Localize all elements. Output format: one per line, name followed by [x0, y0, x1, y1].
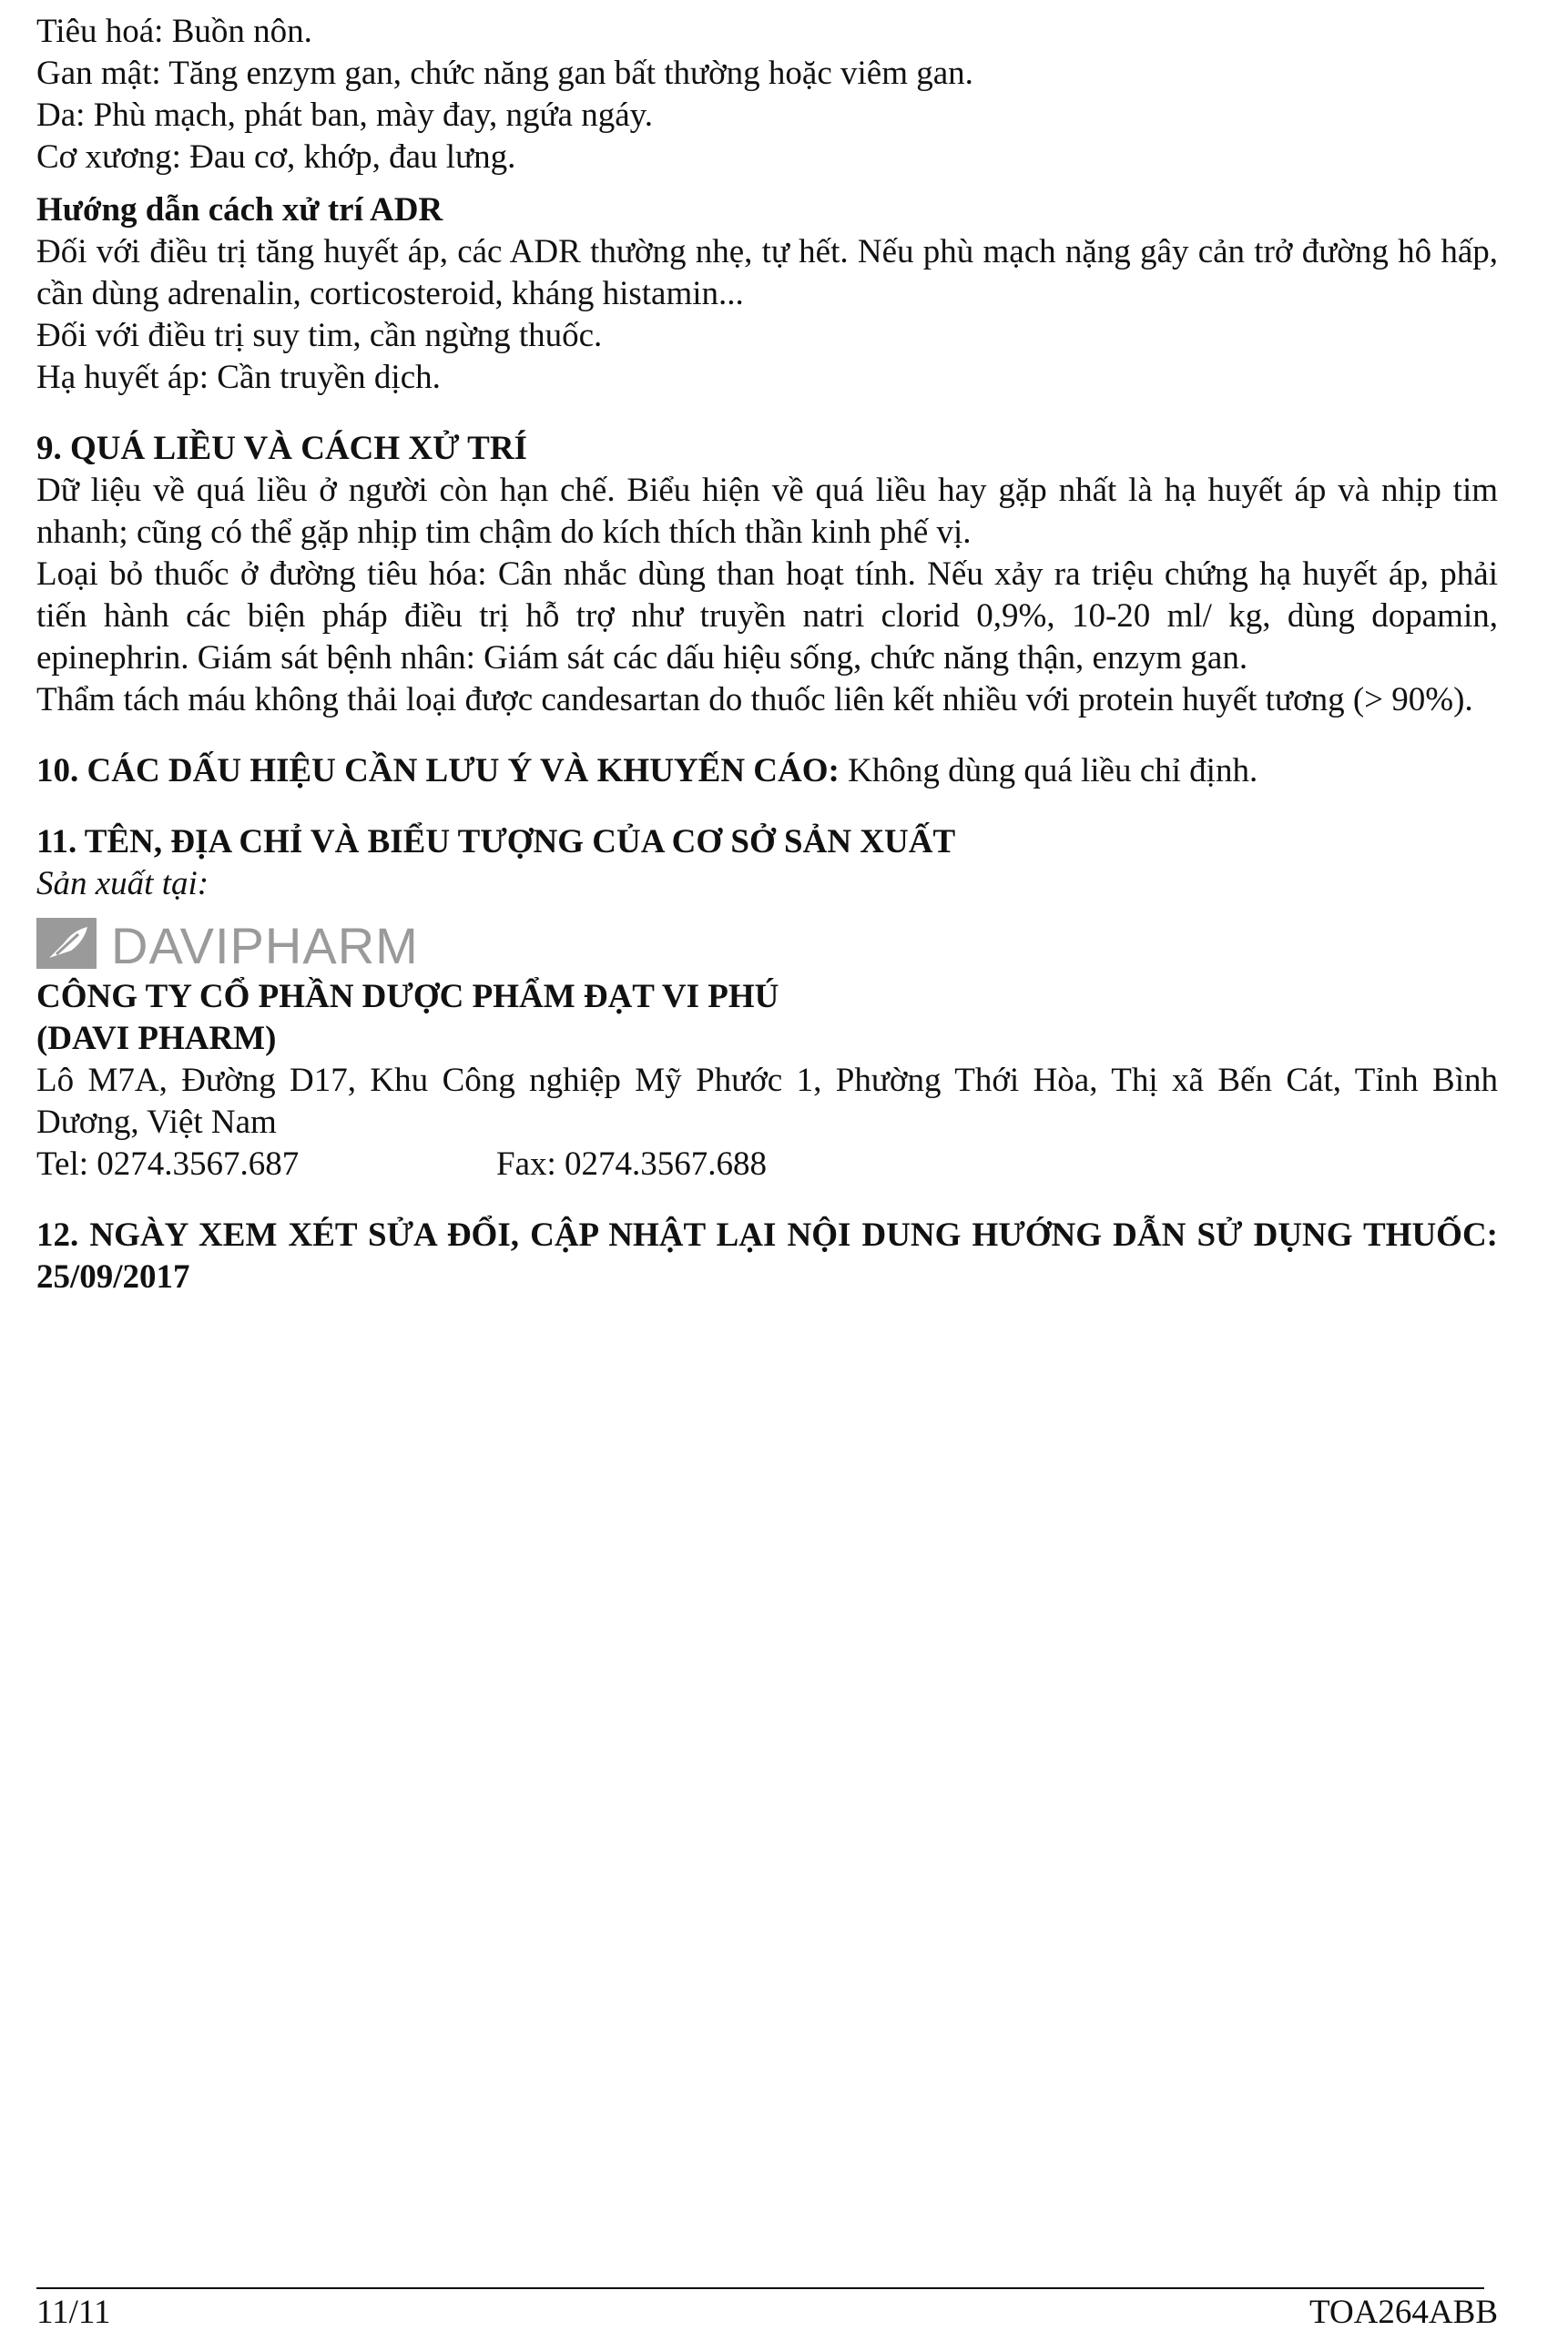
section-9-heading: 9. QUÁ LIỀU VÀ CÁCH XỬ TRÍ	[36, 430, 527, 467]
logo-wordmark: DAVIPHARM	[111, 917, 419, 972]
side-effect-liver: Gan mật: Tăng enzym gan, chức năng gan bất thường hoặc viêm gan.	[36, 55, 973, 92]
document-code: TOA264ABB	[1309, 2294, 1498, 2331]
section-11-heading: 11. TÊN, ĐỊA CHỈ VÀ BIỂU TƯỢNG CỦA CƠ SỞ SẢN XUẤT	[36, 823, 956, 860]
telephone: Tel: 0274.3567.687	[36, 1145, 300, 1183]
fax: Fax: 0274.3567.688	[496, 1145, 768, 1183]
page-number: 11/11	[36, 2294, 111, 2331]
contact-row	[36, 1144, 1498, 1186]
side-effect-digestive: Tiêu hoá: Buồn nôn.	[36, 13, 312, 50]
section-10-text: Không dùng quá liều chỉ định.	[839, 752, 1258, 789]
adr-hypertension: Đối với điều trị tăng huyết áp, các ADR thường nhẹ, tự hết. Nếu phù mạch nặng gây cản trở đường hô hấp, cần dùng adrenalin, corticosteroid, kháng histamin...	[36, 233, 1498, 312]
section-9-paragraph-3: Thẩm tách máu không thải loại được candesartan do thuốc liên kết nhiều với protein huyết tương (> 90%).	[36, 681, 1473, 718]
side-effect-skin: Da: Phù mạch, phát ban, mày đay, ngứa ngáy.	[36, 97, 653, 134]
davipharm-logo-mark	[36, 914, 510, 972]
page-footer	[36, 2295, 1498, 2331]
side-effect-musculoskeletal: Cơ xương: Đau cơ, khớp, đau lưng.	[36, 138, 516, 176]
section-9-paragraph-2: Loại bỏ thuốc ở đường tiêu hóa: Cân nhắc dùng than hoạt tính. Nếu xảy ra triệu chứng hạ huyết áp, phải tiến hành các biện pháp điều trị hỗ trợ như truyền natri clorid 0,9%, 10-20 ml/ kg, dùng dopamin, epinephrin. Giám sát bệnh nhân: Giám sát các dấu hiệu sống, chức năng thận, enzym gan.	[36, 555, 1498, 677]
company-short-name: (DAVI PHARM)	[36, 1020, 277, 1057]
document-page	[36, 11, 1498, 1298]
section-10-heading: 10. CÁC DẤU HIỆU CẦN LƯU Ý VÀ KHUYẾN CÁO:	[36, 752, 840, 789]
adr-heart-failure: Đối với điều trị suy tim, cần ngừng thuốc.	[36, 317, 603, 354]
made-at-label: Sản xuất tại:	[36, 865, 209, 902]
section-9-paragraph-1: Dữ liệu về quá liều ở người còn hạn chế. Biểu hiện về quá liều hay gặp nhất là hạ huyết áp và nhịp tim nhanh; cũng có thể gặp nhịp tim chậm do kích thích thần kinh phế vị.	[36, 472, 1498, 551]
section-10	[36, 750, 1498, 792]
section-12-heading: 12. NGÀY XEM XÉT SỬA ĐỔI, CẬP NHẬT LẠI NỘI DUNG HƯỚNG DẪN SỬ DỤNG THUỐC: 25/09/2017	[36, 1216, 1498, 1296]
adr-heading: Hướng dẫn cách xử trí ADR	[36, 191, 443, 229]
company-address: Lô M7A, Đường D17, Khu Công nghiệp Mỹ Phước 1, Phường Thới Hòa, Thị xã Bến Cát, Tỉnh Bình Dương, Việt Nam	[36, 1062, 1498, 1141]
davipharm-logo	[36, 914, 1498, 972]
company-name: CÔNG TY CỔ PHẦN DƯỢC PHẨM ĐẠT VI PHÚ	[36, 978, 779, 1015]
footer-divider	[36, 2287, 1484, 2289]
adr-hypotension: Hạ huyết áp: Cần truyền dịch.	[36, 359, 441, 396]
